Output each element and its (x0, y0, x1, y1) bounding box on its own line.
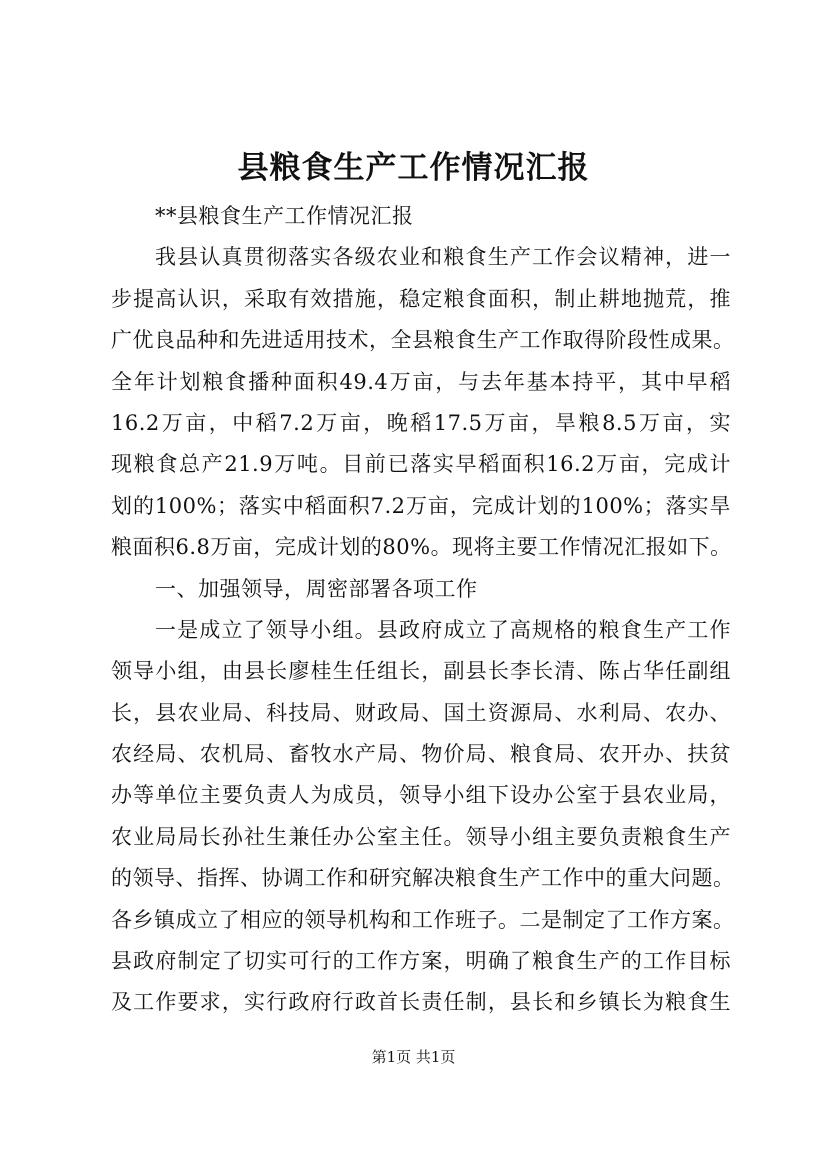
body-line: 现粮食总产21.9万吨。目前已落实早稻面积16.2万亩，完成计 (111, 452, 731, 477)
document-body (111, 196, 735, 1024)
body-line: 领导小组，由县长廖桂生任组长，副县长李长清、陈占华任副组 (111, 659, 731, 684)
body-line: 一是成立了领导小组。县政府成立了高规格的粮食生产工作 (155, 617, 731, 642)
body-line: 一、加强领导，周密部署各项工作 (155, 576, 478, 601)
document-title: 县粮食生产工作情况汇报 (237, 150, 590, 186)
body-line: 各乡镇成立了相应的领导机构和工作班子。二是制定了工作方案。 (111, 907, 735, 932)
body-line: 办等单位主要负责人为成员，领导小组下设办公室于县农业局， (111, 783, 731, 808)
body-line: 步提高认识，采取有效措施，稳定粮食面积，制止耕地抛荒，推 (111, 286, 731, 311)
body-line: 及工作要求，实行政府行政首长责任制，县长和乡镇长为粮食生 (111, 990, 731, 1015)
body-line: 农业局局长孙社生兼任办公室主任。领导小组主要负责粮食生产 (111, 824, 731, 849)
body-line: 长，县农业局、科技局、财政局、国土资源局、水利局、农办、 (111, 700, 731, 725)
body-line: 全年计划粮食播种面积49.4万亩，与去年基本持平，其中早稻 (111, 369, 731, 394)
body-line: 农经局、农机局、畜牧水产局、物价局、粮食局、农开办、扶贫 (111, 742, 731, 767)
body-line: 16.2万亩，中稻7.2万亩，晚稻17.5万亩，旱粮8.5万亩，实 (111, 410, 731, 435)
body-line: 县政府制定了切实可行的工作方案，明确了粮食生产的工作目标 (111, 949, 731, 974)
body-line: 我县认真贯彻落实各级农业和粮食生产工作会议精神，进一 (155, 245, 731, 270)
body-line: **县粮食生产工作情况汇报 (155, 204, 414, 228)
body-line: 广优良品种和先进适用技术，全县粮食生产工作取得阶段性成果。 (111, 328, 735, 353)
page-footer: 第1页 共1页 (371, 1048, 456, 1066)
body-line: 划的100%；落实中稻面积7.2万亩，完成计划的100%；落实旱 (111, 493, 731, 518)
body-line: 粮面积6.8万亩，完成计划的80%。现将主要工作情况汇报如下。 (111, 535, 732, 560)
body-line: 的领导、指挥、协调工作和研究解决粮食生产工作中的重大问题。 (111, 866, 735, 891)
